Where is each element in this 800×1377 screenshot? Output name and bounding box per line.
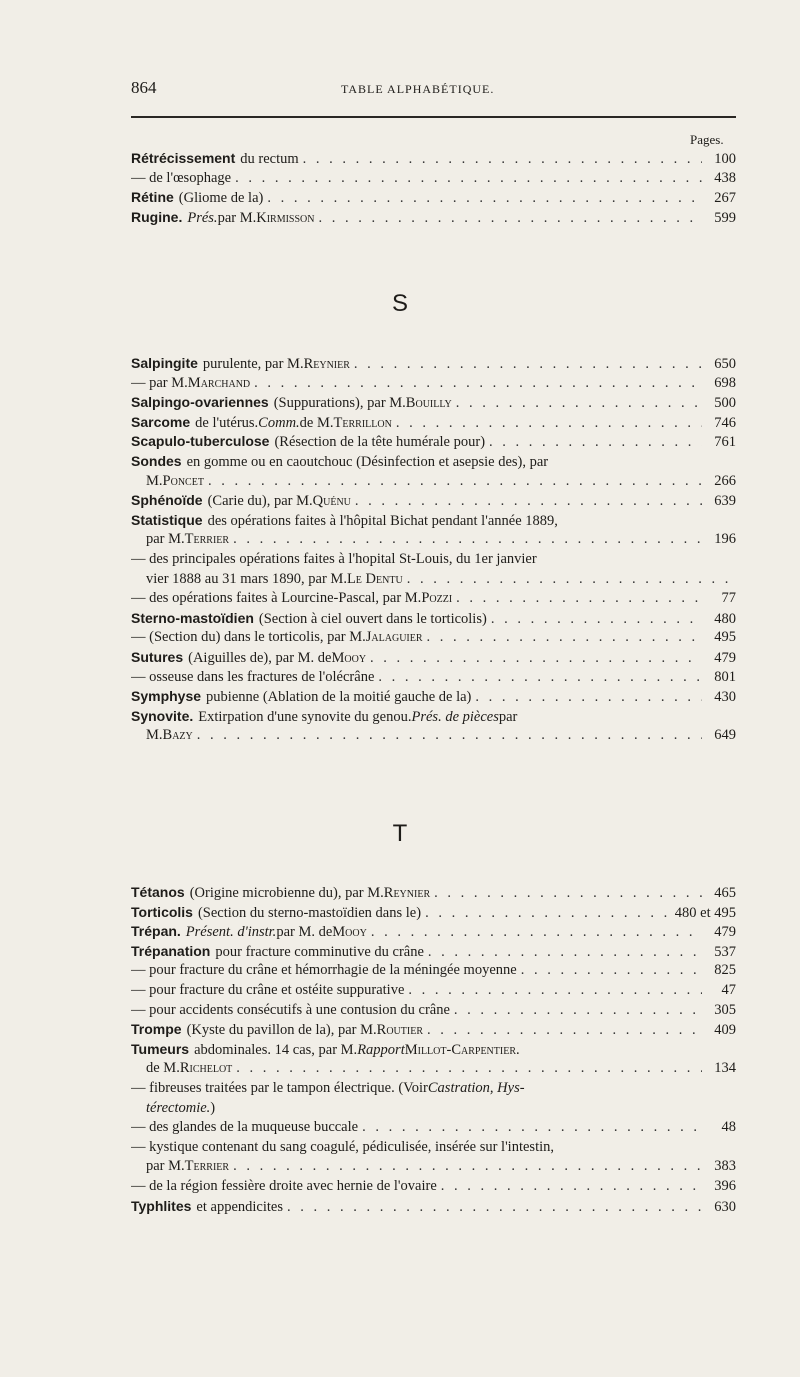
dot-leader bbox=[287, 1199, 702, 1216]
dot-leader bbox=[319, 210, 703, 227]
index-entry bbox=[131, 982, 736, 1002]
page-header bbox=[131, 76, 736, 100]
dot-leader bbox=[254, 375, 702, 392]
dot-leader bbox=[371, 924, 702, 941]
entry-text: purulente, par M. bbox=[202, 356, 304, 372]
index-entry bbox=[131, 1100, 736, 1120]
index-entry bbox=[131, 209, 736, 229]
section-letter-t: T bbox=[392, 820, 408, 847]
entry-author: Kirmisson bbox=[256, 209, 315, 226]
index-entry bbox=[131, 1021, 736, 1041]
index-entry bbox=[131, 688, 736, 708]
index-entry bbox=[131, 453, 736, 473]
dot-leader bbox=[303, 151, 702, 168]
index-entry bbox=[131, 884, 736, 904]
entry-italic: Prés. bbox=[187, 209, 218, 226]
entry-text: du rectum bbox=[240, 151, 299, 167]
entry-text: M. bbox=[146, 727, 163, 744]
dot-leader bbox=[208, 473, 702, 490]
entry-page-number: 409 bbox=[714, 1022, 736, 1039]
entry-text-cont: ) bbox=[210, 1099, 216, 1116]
entry-headword: Salpingite bbox=[131, 355, 198, 371]
index-entry bbox=[131, 414, 736, 434]
dot-leader bbox=[362, 1119, 702, 1136]
entry-headword: Trépan. bbox=[131, 923, 181, 940]
entry-text: par M. bbox=[146, 531, 185, 548]
dot-leader bbox=[407, 571, 732, 588]
entry-text: (Résection de la tête humérale pour) bbox=[274, 434, 486, 451]
dot-leader bbox=[491, 611, 702, 628]
entry-headword: Sterno-mastoïdien bbox=[131, 609, 254, 626]
entry-author: Jalaguier bbox=[365, 629, 423, 646]
index-entry bbox=[131, 590, 736, 610]
section-letter-s: S bbox=[391, 290, 408, 317]
entry-headword: Tétanos bbox=[131, 884, 185, 900]
index-entry bbox=[131, 649, 736, 669]
index-entry bbox=[131, 512, 736, 532]
entry-page-number: 438 bbox=[714, 169, 736, 186]
entry-text: en gomme ou en caoutchouc (Désinfection et asepsie des), par bbox=[186, 453, 549, 470]
dot-leader bbox=[354, 356, 702, 373]
entry-page-number: 599 bbox=[714, 209, 736, 226]
entry-author: Millot-Carpentier. bbox=[404, 1041, 520, 1058]
entry-page-number: 465 bbox=[714, 885, 736, 901]
entry-text: (Aiguilles de), par M. de bbox=[188, 649, 332, 666]
entry-page-number: 825 bbox=[714, 962, 736, 979]
entry-headword: Synovite. bbox=[131, 707, 194, 724]
entry-headword: Tumeurs bbox=[131, 1040, 190, 1057]
entry-text: Extirpation d'une synovite du genou. bbox=[198, 708, 412, 725]
entry-text: par M. bbox=[146, 1158, 185, 1175]
entry-author: Mooy bbox=[331, 649, 367, 666]
entry-page-number: 77 bbox=[721, 590, 736, 607]
index-entry bbox=[131, 1139, 736, 1159]
entry-page-number: 480 bbox=[714, 610, 736, 627]
entry-text-cont: par M. bbox=[217, 209, 257, 226]
dot-leader bbox=[235, 170, 702, 187]
running-title: TABLE ALPHABÉTIQUE. bbox=[341, 82, 495, 96]
entry-text: (Kyste du pavillon de la), par M. bbox=[186, 1022, 377, 1039]
entry-headword: Symphyse bbox=[131, 688, 202, 705]
entry-headword: Rugine. bbox=[131, 208, 183, 225]
dot-leader bbox=[197, 727, 702, 744]
entry-headword: Trompe bbox=[131, 1021, 182, 1038]
entry-author: Marchand bbox=[187, 374, 251, 391]
index-entry bbox=[131, 150, 736, 170]
entry-headword: Sphénoïde bbox=[131, 492, 203, 509]
entry-author: Le Dentu bbox=[346, 570, 403, 587]
entry-page-number: 430 bbox=[714, 689, 736, 706]
entry-text: de M. bbox=[146, 1060, 180, 1077]
dot-leader bbox=[427, 629, 702, 646]
dot-leader bbox=[441, 1178, 702, 1195]
entry-page-number: 649 bbox=[714, 727, 736, 744]
entry-headword: Rétine bbox=[131, 189, 174, 206]
entry-text: — pour fracture du crâne et ostéite suppurative bbox=[131, 981, 405, 998]
dot-leader bbox=[456, 590, 702, 607]
entry-page-number: 698 bbox=[714, 374, 736, 391]
index-entry bbox=[131, 531, 736, 551]
entry-text: pour fracture comminutive du crâne bbox=[215, 943, 424, 960]
page-number: 864 bbox=[131, 78, 157, 97]
entry-text: (Section à ciel ouvert dans le torticolis) bbox=[258, 610, 487, 627]
entry-page-number: 537 bbox=[714, 943, 736, 960]
entry-page-number: 630 bbox=[714, 1198, 736, 1215]
pages-column-label: Pages. bbox=[690, 132, 724, 147]
entry-text: des opérations faites à l'hôpital Bichat pendant l'année 1889, bbox=[207, 512, 558, 529]
index-entry bbox=[131, 1198, 736, 1218]
entry-text: — osseuse dans les fractures de l'olécrâne bbox=[131, 668, 375, 685]
entry-text: — fibreuses traitées par le tampon électrique. (Voir bbox=[131, 1079, 428, 1096]
entry-italic: Présent. d'instr. bbox=[185, 924, 277, 941]
entry-author: Richelot bbox=[179, 1060, 233, 1077]
entry-italic: Castration, Hys- bbox=[427, 1079, 525, 1096]
entry-headword: Salpingo-ovariennes bbox=[131, 394, 269, 411]
index-entry bbox=[131, 473, 736, 493]
entry-text: (Section du sterno-mastoïdien dans le) bbox=[197, 904, 422, 921]
entry-text: — des principales opérations faites à l'hopital St-Louis, du 1er janvier bbox=[131, 550, 537, 567]
entry-page-number: 480 et 495 bbox=[674, 904, 736, 921]
index-entry bbox=[131, 433, 736, 453]
dot-leader bbox=[378, 669, 702, 686]
index-entry bbox=[131, 708, 736, 728]
entry-author: Poncet bbox=[162, 472, 204, 489]
entry-author: Bazy bbox=[162, 727, 193, 744]
entry-headword: Torticolis bbox=[131, 903, 193, 920]
entry-page-number: 100 bbox=[714, 151, 736, 167]
entry-page-number: 479 bbox=[714, 924, 736, 941]
dot-leader bbox=[396, 415, 702, 432]
entry-page-number: 495 bbox=[714, 629, 736, 646]
entry-page-number: 48 bbox=[721, 1119, 736, 1136]
index-entry bbox=[131, 904, 736, 924]
entry-author: Terrillon bbox=[333, 414, 392, 431]
dot-leader bbox=[236, 1060, 702, 1077]
dot-leader bbox=[489, 434, 702, 451]
entry-text: M. bbox=[146, 472, 163, 489]
entry-headword: Sutures bbox=[131, 648, 184, 665]
dot-leader bbox=[454, 1002, 702, 1019]
index-entry bbox=[131, 355, 736, 375]
index-entry bbox=[131, 1158, 736, 1178]
entry-italic: Rapport bbox=[357, 1041, 405, 1058]
entry-headword: Typhlites bbox=[131, 1197, 192, 1214]
entry-text-cont: de M. bbox=[299, 414, 334, 431]
index-entry bbox=[131, 669, 736, 689]
index-entry bbox=[131, 1080, 736, 1100]
index-entry bbox=[131, 394, 736, 414]
entry-page-number: 650 bbox=[714, 356, 736, 372]
entry-headword: Trépanation bbox=[131, 942, 211, 959]
entry-text: — kystique contenant du sang coagulé, pédiculisée, insérée sur l'intestin, bbox=[131, 1138, 554, 1155]
entry-author: Pozzi bbox=[421, 590, 453, 607]
entry-page-number: 47 bbox=[721, 981, 736, 998]
dot-leader bbox=[428, 944, 702, 961]
section-t-entries bbox=[131, 884, 736, 1217]
index-entry bbox=[131, 1119, 736, 1139]
entry-italic: Comm. bbox=[258, 414, 300, 431]
entry-text: vier 1888 au 31 mars 1890, par M. bbox=[146, 570, 347, 587]
entry-text: — de la région fessière droite avec hernie de l'ovaire bbox=[131, 1177, 437, 1194]
entry-text: — (Section du) dans le torticolis, par M. bbox=[131, 629, 366, 646]
entry-author: Terrier bbox=[184, 531, 230, 548]
index-entry bbox=[131, 1178, 736, 1198]
entry-page-number: 134 bbox=[714, 1060, 736, 1077]
index-entry bbox=[131, 189, 736, 209]
entry-author: Quénu bbox=[312, 493, 351, 510]
index-entry bbox=[131, 1002, 736, 1022]
index-entry bbox=[131, 492, 736, 512]
entry-page-number: 267 bbox=[714, 190, 736, 207]
entry-text-cont: par bbox=[498, 708, 518, 725]
entry-text: (Suppurations), par M. bbox=[273, 395, 406, 412]
entry-headword: Sarcome bbox=[131, 413, 191, 430]
index-entry bbox=[131, 923, 736, 943]
entry-headword: Sondes bbox=[131, 452, 182, 469]
dot-leader bbox=[427, 1022, 702, 1039]
section-s-entries bbox=[131, 355, 736, 747]
entry-author: Mooy bbox=[332, 924, 367, 941]
dot-leader bbox=[408, 982, 702, 999]
dot-leader bbox=[456, 395, 702, 412]
entry-author: Reynier bbox=[303, 356, 350, 372]
entry-text: — des glandes de la muqueuse buccale bbox=[131, 1119, 359, 1136]
dot-leader bbox=[370, 650, 702, 667]
header-rule bbox=[131, 116, 736, 118]
entry-page-number: 746 bbox=[714, 414, 736, 431]
entry-author: Routier bbox=[376, 1022, 423, 1039]
entry-italic: térectomie. bbox=[146, 1099, 211, 1116]
entry-headword: Statistique bbox=[131, 511, 203, 528]
entry-headword: Rétrécissement bbox=[131, 150, 236, 166]
entry-text: abdominales. 14 cas, par M. bbox=[194, 1041, 358, 1058]
entry-text-cont: par M. de bbox=[276, 924, 333, 941]
index-entry bbox=[131, 1041, 736, 1061]
entry-page-number: 266 bbox=[714, 472, 736, 489]
index-entry bbox=[131, 551, 736, 571]
index-entry bbox=[131, 375, 736, 395]
entry-page-number: 500 bbox=[714, 395, 736, 412]
dot-leader bbox=[434, 885, 702, 902]
entry-author: Bouilly bbox=[405, 395, 452, 412]
entry-italic: Prés. de pièces bbox=[411, 708, 499, 725]
index-entry bbox=[131, 629, 736, 649]
index-entry bbox=[131, 610, 736, 630]
dot-leader bbox=[233, 531, 702, 548]
entry-text: (Origine microbienne du), par M. bbox=[189, 885, 384, 901]
entry-text: — pour fracture du crâne et hémorrhagie de la méningée moyenne bbox=[131, 962, 517, 979]
index-entry bbox=[131, 943, 736, 963]
entry-text: — pour accidents consécutifs à une contusion du crâne bbox=[131, 1001, 450, 1018]
dot-leader bbox=[521, 962, 702, 979]
entry-page-number: 305 bbox=[714, 1001, 736, 1018]
entry-page-number: 639 bbox=[714, 493, 736, 510]
entry-page-number: 479 bbox=[714, 649, 736, 666]
entry-page-number: 761 bbox=[714, 434, 736, 451]
index-entry bbox=[131, 571, 736, 591]
entry-text: et appendicites bbox=[196, 1198, 283, 1215]
entry-text: (Carie du), par M. bbox=[207, 493, 313, 510]
entry-page-number: 396 bbox=[714, 1177, 736, 1194]
entry-headword: Scapulo-tuberculose bbox=[131, 433, 270, 450]
dot-leader bbox=[267, 190, 702, 207]
entry-text: pubienne (Ablation de la moitié gauche de la) bbox=[206, 689, 472, 706]
dot-leader bbox=[355, 493, 702, 510]
index-entry bbox=[131, 727, 736, 747]
entry-text: de l'utérus. bbox=[195, 414, 259, 431]
entry-page-number: 383 bbox=[714, 1158, 736, 1175]
index-entry bbox=[131, 962, 736, 982]
dot-leader bbox=[475, 689, 702, 706]
dot-leader bbox=[425, 905, 671, 922]
entry-author: Reynier bbox=[383, 885, 431, 901]
entry-page-number: 801 bbox=[714, 668, 736, 685]
dot-leader bbox=[233, 1158, 702, 1175]
entry-text: — de l'œsophage bbox=[131, 169, 232, 186]
index-entry bbox=[131, 1060, 736, 1080]
entry-text: (Gliome de la) bbox=[178, 190, 264, 207]
index-entry bbox=[131, 170, 736, 190]
entry-author: Terrier bbox=[184, 1158, 230, 1175]
entry-text: — des opérations faites à Lourcine-Pascal, par M. bbox=[131, 590, 422, 607]
entry-page-number: 196 bbox=[714, 531, 736, 548]
entry-text: — par M. bbox=[131, 374, 188, 391]
section-r-entries bbox=[131, 150, 736, 228]
